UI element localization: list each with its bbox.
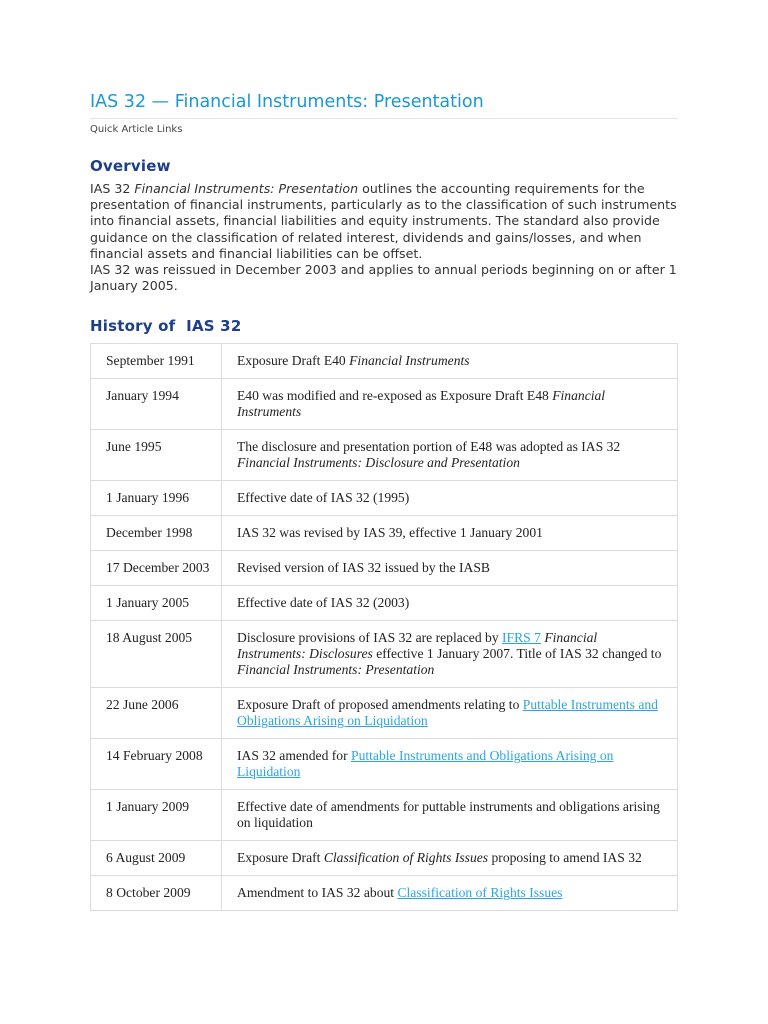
history-event — [222, 379, 678, 430]
history-date: June 1995 — [91, 430, 222, 481]
history-event — [222, 876, 678, 911]
history-event — [222, 430, 678, 481]
event-text: The disclosure and presentation portion of E48 was adopted as IAS 32 — [237, 439, 621, 455]
history-event — [222, 688, 678, 739]
history-event: Effective date of IAS 32 (1995) — [222, 481, 678, 516]
history-date: 22 June 2006 — [91, 688, 222, 739]
history-date: September 1991 — [91, 344, 222, 379]
table-row — [91, 876, 678, 911]
overview-text: outlines the accounting requirements for the presentation of financial instruments, particularly as to the classification of such instruments into financial assets, financial liabilities and equity instruments. The standard also provide guidance on the classification of related interest, dividends and gains/losses, and when financial assets and financial liabilities can be offset. — [90, 181, 677, 261]
puttable-instruments-link[interactable]: Puttable Instruments and Obligations Arising on Liquidation — [237, 748, 614, 780]
history-table — [90, 343, 678, 911]
rights-issues-link[interactable]: Classification of Rights Issues — [397, 885, 563, 901]
history-date: 6 August 2009 — [91, 841, 222, 876]
event-text: effective 1 January 2007. Title of IAS 32 changed to — [372, 646, 662, 662]
event-title: Financial Instruments — [349, 353, 470, 369]
table-row — [91, 621, 678, 688]
history-date: 1 January 2005 — [91, 586, 222, 621]
overview-paragraph — [90, 181, 678, 262]
table-row — [91, 586, 678, 621]
history-event — [222, 841, 678, 876]
history-event: IAS 32 was revised by IAS 39, effective 1 January 2001 — [222, 516, 678, 551]
history-date: 17 December 2003 — [91, 551, 222, 586]
table-row — [91, 688, 678, 739]
table-row — [91, 739, 678, 790]
event-title: Financial Instruments: Presentation — [237, 662, 435, 678]
article — [90, 92, 678, 911]
quick-article-links[interactable]: Quick Article Links — [90, 124, 183, 135]
overview-heading: Overview — [90, 157, 171, 175]
ifrs-7-link[interactable]: IFRS 7 — [502, 630, 541, 646]
history-date: January 1994 — [91, 379, 222, 430]
event-text: proposing to amend IAS 32 — [488, 850, 642, 866]
overview-reissue-paragraph: IAS 32 was reissued in December 2003 and applies to annual periods beginning on or after 1 January 2005. — [90, 262, 677, 294]
table-row — [91, 516, 678, 551]
table-row — [91, 551, 678, 586]
history-event: Effective date of IAS 32 (2003) — [222, 586, 678, 621]
event-title: Classification of Rights Issues — [323, 850, 489, 866]
history-date: 14 February 2008 — [91, 739, 222, 790]
history-event: Revised version of IAS 32 issued by the IASB — [222, 551, 678, 586]
table-row — [91, 841, 678, 876]
event-text: Disclosure provisions of IAS 32 are replaced by — [237, 630, 503, 646]
history-date: 8 October 2009 — [91, 876, 222, 911]
table-row — [91, 430, 678, 481]
event-text: IAS 32 amended for — [237, 748, 352, 764]
article-title: IAS 32 — Financial Instruments: Presentation — [90, 92, 678, 119]
overview-standard-title: Financial Instruments: Presentation — [134, 181, 359, 196]
history-event: Effective date of amendments for puttable instruments and obligations arising on liquidation — [222, 790, 678, 841]
table-row — [91, 344, 678, 379]
event-text: Exposure Draft E40 — [237, 353, 350, 369]
event-title: Financial Instruments — [237, 388, 606, 420]
history-date: 1 January 1996 — [91, 481, 222, 516]
puttable-instruments-link[interactable]: Puttable Instruments and Obligations Arising on Liquidation — [237, 697, 658, 729]
history-event — [222, 344, 678, 379]
event-text: E40 was modified and re-exposed as Exposure Draft E48 — [237, 388, 553, 404]
event-title: Financial Instruments: Disclosure and Presentation — [237, 455, 520, 471]
history-date: 18 August 2005 — [91, 621, 222, 688]
event-title: Financial Instruments: Disclosures — [237, 630, 598, 662]
event-text: Exposure Draft of proposed amendments relating to — [237, 697, 523, 713]
table-row — [91, 379, 678, 430]
event-text: Amendment to IAS 32 about — [237, 885, 398, 901]
overview-lead: IAS 32 — [90, 181, 135, 196]
event-text: Exposure Draft — [237, 850, 324, 866]
history-date: December 1998 — [91, 516, 222, 551]
history-event — [222, 739, 678, 790]
history-heading: History of IAS 32 — [90, 317, 242, 336]
history-event — [222, 621, 678, 688]
table-row — [91, 790, 678, 841]
table-row — [91, 481, 678, 516]
history-date: 1 January 2009 — [91, 790, 222, 841]
